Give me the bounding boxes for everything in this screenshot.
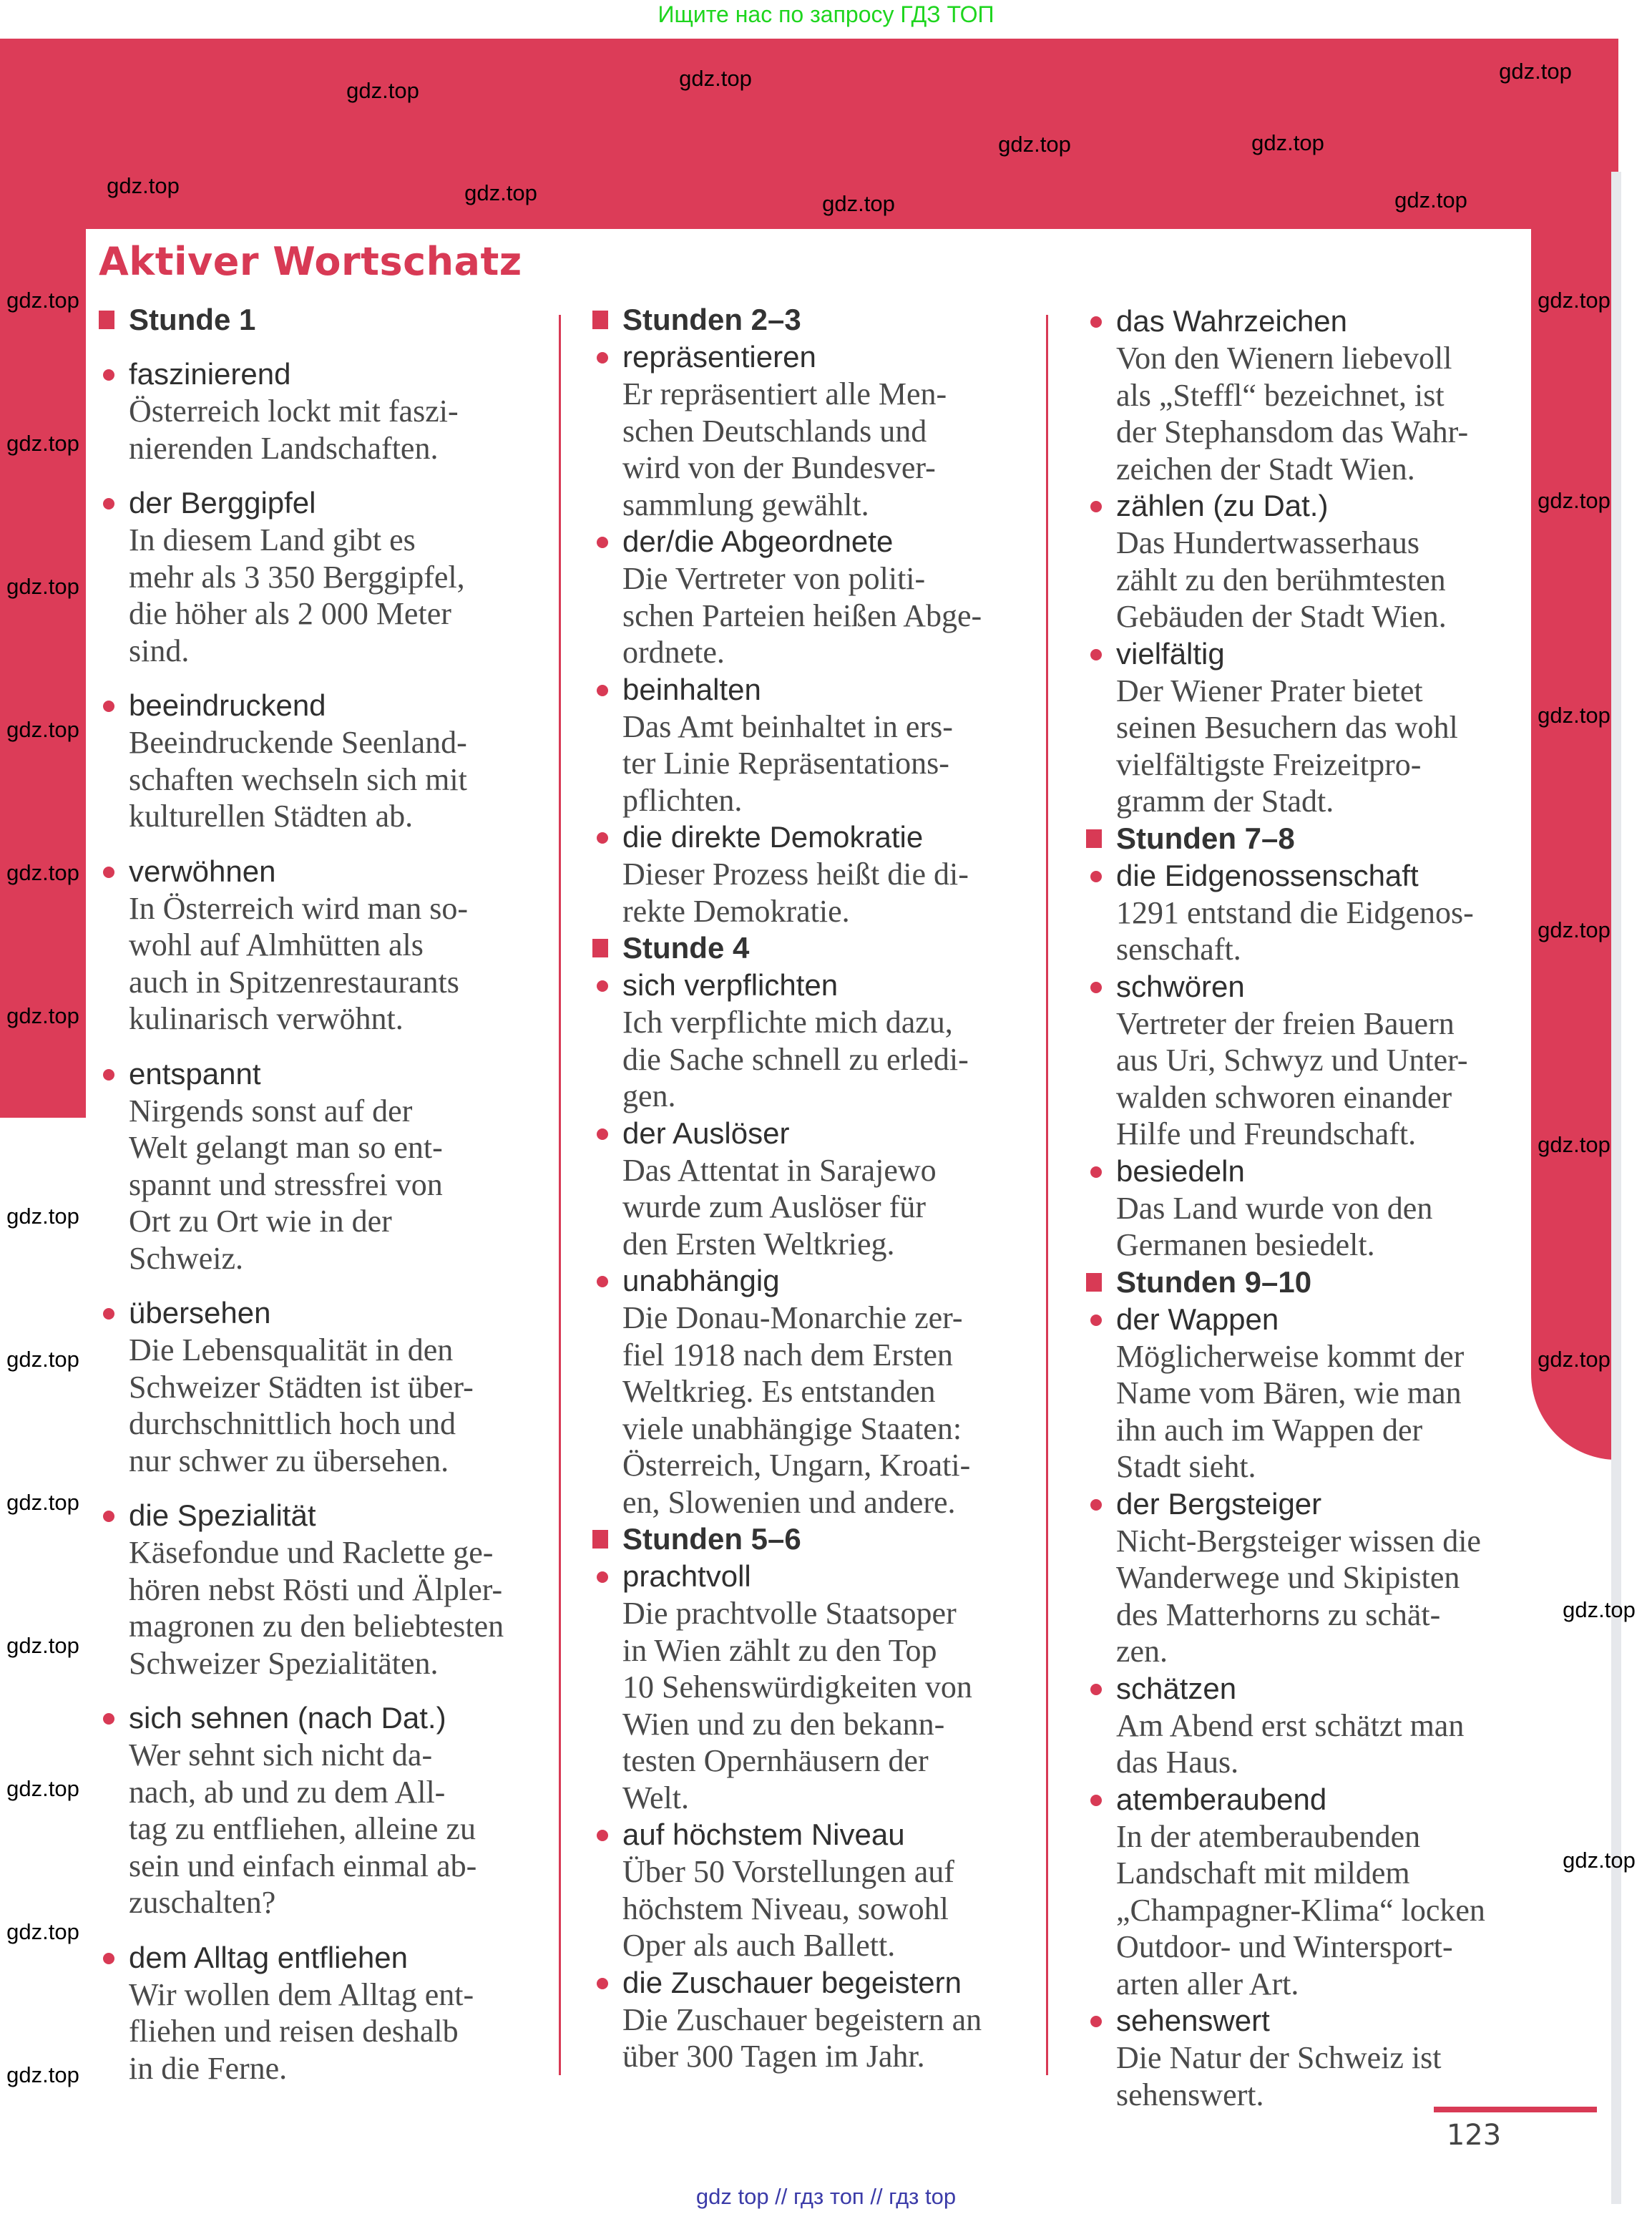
vocab-word [129, 1055, 544, 1093]
example-sentence: Über 50 Vorstellungen auf höchstem Niveau, sowohl Oper als auch Ballett. [622, 1854, 954, 1963]
lesson-heading-text: Stunden 9–10 [1116, 1264, 1312, 1299]
vocab-word-text: auf höchstem Niveau [622, 1818, 905, 1851]
example-sentence: Beeindruckende Seenland- schaften wechseln sich mit kulturellen Städten ab. [129, 725, 467, 834]
vocab-word [129, 356, 544, 393]
vocab-word-text: besiedeln [1116, 1154, 1245, 1188]
vocab-word [622, 1558, 1037, 1595]
vocab-entry [622, 1558, 1037, 1816]
bullet-dot-icon [1090, 501, 1102, 512]
example-sentence: Am Abend erst schätzt man das Haus. [1116, 1707, 1465, 1780]
column-3 [1116, 303, 1531, 2113]
bullet-dot-icon [103, 1069, 114, 1081]
vocab-word [622, 1262, 1037, 1299]
watermark-text: gdz.top [1394, 187, 1467, 213]
lesson-heading-text: Stunden 2–3 [622, 303, 801, 336]
square-bullet-icon [592, 939, 608, 957]
example-sentence: Die prachtvolle Staatsoper in Wien zählt zu den Top 10 Sehenswürdigkeiten von Wien und zu den bekann- testen Opernhäusern der Welt. [622, 1596, 972, 1815]
vocab-word [129, 1699, 544, 1737]
bullet-dot-icon [597, 1128, 608, 1140]
vocab-word-text: schätzen [1116, 1671, 1237, 1705]
vocab-word [129, 687, 544, 724]
vocab-entry [129, 1939, 544, 2087]
vocab-entry [622, 1115, 1037, 1263]
example-sentence: Er repräsentiert alle Men- schen Deutschlands und wird von der Bundesver- sammlung gewählt. [622, 376, 947, 522]
watermark-text: gdz.top [1538, 1347, 1611, 1372]
watermark-text: gdz.top [1251, 130, 1324, 155]
bullet-dot-icon [103, 867, 114, 878]
watermark-text: gdz.top [6, 1490, 79, 1515]
vocab-word [622, 1964, 1037, 2001]
example-sentence: Der Wiener Prater bietet seinen Besuchern das wohl vielfältigste Freizeitpro- gramm der Stadt. [1116, 673, 1458, 819]
example-sentence: Möglicherweise kommt der Name vom Bären, wie man ihn auch im Wappen der Stadt sieht. [1116, 1338, 1465, 1484]
vocab-entry [129, 1699, 544, 1921]
bullet-dot-icon [1090, 1684, 1102, 1695]
example-sentence: Dieser Prozess heißt die di- rekte Demokratie. [622, 857, 969, 929]
example-sentence: Nicht-Bergsteiger wissen die Wanderwege und Skipisten des Matterhorns zu schät- zen. [1116, 1523, 1481, 1669]
red-header-band [0, 39, 1618, 232]
vocab-word [129, 1497, 544, 1534]
watermark-text: gdz.top [6, 1633, 79, 1658]
vocab-entry [129, 1497, 544, 1682]
watermark-text: gdz.top [1538, 288, 1611, 313]
example-sentence: Ich verpflichte mich dazu, die Sache schnell zu erledi- gen. [622, 1005, 969, 1113]
footer-links: gdz top // гдз топ // гдз top [695, 2184, 957, 2209]
red-right-band [1531, 215, 1618, 1460]
vocab-word [1116, 1670, 1531, 1707]
vocab-entry [129, 1294, 544, 1479]
vocab-entry [622, 671, 1037, 819]
bullet-dot-icon [1090, 982, 1102, 993]
vocab-word [1116, 1153, 1531, 1190]
vocab-entry [1116, 1781, 1531, 2003]
vocab-entry [1116, 1301, 1531, 1486]
watermark-text: gdz.top [6, 1204, 79, 1229]
watermark-text: gdz.top [1538, 703, 1611, 728]
vocab-word [622, 819, 1037, 856]
vocab-word [129, 484, 544, 522]
square-bullet-icon [99, 311, 114, 329]
vocab-entry [1116, 1486, 1531, 1670]
bullet-dot-icon [597, 980, 608, 992]
vocab-entry [129, 687, 544, 835]
watermark-text: gdz.top [6, 1919, 79, 1944]
watermark-text: gdz.top [998, 132, 1071, 157]
vocab-word [1116, 1486, 1531, 1523]
lesson-heading [592, 1521, 1037, 1558]
vocab-word-text: beinhalten [622, 672, 761, 706]
watermark-text: gdz.top [6, 288, 79, 313]
bullet-dot-icon [597, 1978, 608, 1989]
vocab-entry [622, 523, 1037, 671]
vocab-word-text: verwöhnen [129, 854, 276, 888]
bullet-dot-icon [1090, 1166, 1102, 1178]
watermark-text: gdz.top [1538, 917, 1611, 942]
vocab-word-text: sich sehnen (nach Dat.) [129, 1701, 446, 1735]
watermark-text: gdz.top [1563, 1597, 1636, 1622]
vocab-word-text: sich verpflichten [622, 968, 839, 1002]
vocab-word-text: die Spezialität [129, 1498, 316, 1532]
bullet-dot-icon [597, 537, 608, 548]
vocab-word-text: unabhängig [622, 1264, 780, 1297]
bullet-dot-icon [597, 1276, 608, 1287]
bullet-dot-icon [1090, 316, 1102, 328]
watermark-text: gdz.top [107, 173, 180, 198]
bullet-dot-icon [1090, 871, 1102, 882]
page-edge [1611, 172, 1621, 2204]
column-divider [559, 315, 561, 2075]
vocab-word-text: atemberaubend [1116, 1782, 1327, 1816]
example-sentence: Das Land wurde von den Germanen besiedelt. [1116, 1190, 1433, 1262]
vocab-word [622, 1115, 1037, 1152]
vocab-word-text: übersehen [129, 1296, 271, 1330]
vocab-word-text: schwören [1116, 969, 1245, 1003]
example-sentence: Die Vertreter von politi- schen Parteien heißen Abge- ordnete. [622, 561, 982, 670]
vocab-word [622, 967, 1037, 1004]
vocab-word [622, 671, 1037, 708]
vocab-word-text: der Auslöser [622, 1116, 790, 1150]
vocab-word [1116, 635, 1531, 673]
square-bullet-icon [592, 1530, 608, 1549]
example-sentence: Das Hundertwasserhaus zählt zu den berühmtesten Gebäuden der Stadt Wien. [1116, 525, 1447, 634]
search-banner: Ищите нас по запросу ГДЗ ТОП [658, 1, 994, 27]
vocab-word-text: beeindruckend [129, 688, 326, 722]
bullet-dot-icon [103, 1953, 114, 1964]
vocab-word [129, 1939, 544, 1976]
example-sentence: Das Amt beinhaltet in ers- ter Linie Repräsentations- pflichten. [622, 708, 953, 818]
bullet-dot-icon [103, 1511, 114, 1522]
vocab-word-text: der Wappen [1116, 1302, 1279, 1336]
column-1 [129, 301, 544, 2105]
example-sentence: In Österreich wird man so- wohl auf Almhütten als auch in Spitzenrestaurants kulinarisch verwöhnt. [129, 890, 469, 1036]
vocab-entry [622, 1816, 1037, 1964]
bullet-dot-icon [103, 701, 114, 712]
page-number-rule [1434, 2107, 1597, 2112]
example-sentence: Österreich lockt mit faszi- nierenden Landschaften. [129, 394, 459, 466]
page-number: 123 [1446, 2119, 1502, 2152]
lesson-heading-text: Stunden 5–6 [622, 1522, 801, 1556]
vocab-word-text: zählen (zu Dat.) [1116, 489, 1329, 522]
lesson-heading [592, 930, 1037, 967]
vocab-entry [129, 484, 544, 669]
vocab-entry [129, 853, 544, 1038]
lesson-heading [99, 301, 544, 338]
vocab-word-text: sehenswert [1116, 2004, 1270, 2037]
watermark-text: gdz.top [679, 66, 752, 91]
page-title: Aktiver Wortschatz [99, 239, 522, 284]
vocab-word-text: der Bergsteiger [1116, 1486, 1322, 1521]
vocab-entry [129, 1055, 544, 1277]
example-sentence: Von den Wienern liebevoll als „Steffl“ bezeichnet, ist der Stephansdom das Wahr- zeichen der Stadt Wien. [1116, 341, 1469, 487]
watermark-text: gdz.top [6, 574, 79, 599]
column-divider [1046, 315, 1048, 2075]
vocab-entry [1116, 1153, 1531, 1264]
example-sentence: 1291 entstand die Eidgenos- senschaft. [1116, 894, 1474, 967]
vocab-word-text: das Wahrzeichen [1116, 304, 1347, 338]
vocab-word-text: die Eidgenossenschaft [1116, 858, 1419, 892]
watermark-text: gdz.top [6, 431, 79, 456]
bullet-dot-icon [1090, 1315, 1102, 1326]
vocab-word-text: vielfältig [1116, 636, 1225, 670]
watermark-text: gdz.top [1538, 1132, 1611, 1157]
example-sentence: In der atemberaubenden Landschaft mit mildem „Champagner-Klima“ locken Outdoor- und Wintersport- arten aller Art. [1116, 1818, 1485, 2001]
example-sentence: Das Attentat in Sarajewo wurde zum Auslöser für den Ersten Weltkrieg. [622, 1152, 937, 1262]
vocab-word [1116, 303, 1531, 340]
bullet-dot-icon [103, 1713, 114, 1725]
vocab-entry [622, 1262, 1037, 1521]
vocab-word-text: repräsentieren [622, 340, 816, 374]
vocab-entry [622, 819, 1037, 930]
vocab-word [1116, 857, 1531, 894]
vocab-entry [1116, 635, 1531, 820]
lesson-heading [1086, 1264, 1531, 1301]
vocab-entry [622, 967, 1037, 1115]
square-bullet-icon [1086, 829, 1102, 848]
vocab-word [1116, 1301, 1531, 1338]
example-sentence: Die Donau-Monarchie zer- fiel 1918 nach dem Ersten Weltkrieg. Es entstanden viele unabhängige Staaten: Österreich, Ungarn, Kroati- en, Slowenien und andere. [622, 1300, 971, 1520]
watermark-text: gdz.top [6, 717, 79, 742]
lesson-heading-text: Stunde 1 [129, 303, 256, 336]
vocab-word [1116, 1781, 1531, 1818]
vocab-word-text: die direkte Demokratie [622, 820, 924, 854]
lesson-heading-text: Stunden 7–8 [1116, 821, 1295, 855]
square-bullet-icon [592, 311, 608, 329]
bullet-dot-icon [103, 498, 114, 509]
example-sentence: Vertreter der freien Bauern aus Uri, Schwyz und Unter- walden schworen einander Hilfe und Freundschaft. [1116, 1005, 1468, 1151]
lesson-heading-text: Stunde 4 [622, 931, 750, 965]
watermark-text: gdz.top [6, 1003, 79, 1028]
vocab-entry [1116, 1670, 1531, 1781]
watermark-text: gdz.top [1538, 488, 1611, 513]
vocab-word [129, 1294, 544, 1332]
bullet-dot-icon [1090, 2016, 1102, 2027]
square-bullet-icon [1086, 1273, 1102, 1292]
vocab-word [622, 523, 1037, 560]
vocab-entry [1116, 968, 1531, 1153]
example-sentence: Wir wollen dem Alltag ent- fliehen und reisen deshalb in die Ferne. [129, 1976, 474, 2086]
watermark-text: gdz.top [6, 860, 79, 885]
bullet-dot-icon [103, 369, 114, 381]
vocab-word [1116, 968, 1531, 1005]
watermark-text: gdz.top [6, 1347, 79, 1372]
bullet-dot-icon [597, 1830, 608, 1841]
vocab-word [129, 853, 544, 890]
bullet-dot-icon [1090, 649, 1102, 660]
vocab-word [1116, 2002, 1531, 2039]
example-sentence: Nirgends sonst auf der Welt gelangt man so ent- spannt und stressfrei von Ort zu Ort wie in der Schweiz. [129, 1093, 443, 1276]
vocab-entry [622, 1964, 1037, 2075]
example-sentence: Wer sehnt sich nicht da- nach, ab und zu dem All- tag zu entfliehen, alleine zu sein und einfach einmal ab- zuschalten? [129, 1737, 477, 1920]
vocab-word-text: dem Alltag entfliehen [129, 1940, 408, 1974]
vocab-word [1116, 487, 1531, 525]
vocab-entry [622, 338, 1037, 523]
vocab-entry [1116, 303, 1531, 487]
bullet-dot-icon [597, 1571, 608, 1583]
vocab-entry [1116, 2002, 1531, 2113]
vocab-word-text: die Zuschauer begeistern [622, 1965, 962, 1999]
watermark-text: gdz.top [6, 1776, 79, 1801]
bullet-dot-icon [1090, 1795, 1102, 1806]
example-sentence: Käsefondue und Raclette ge- hören nebst Rösti und Älpler- magronen zu den beliebtesten Schweizer Spezialitäten. [129, 1535, 504, 1681]
column-2 [622, 301, 1037, 2075]
vocab-entry [1116, 857, 1531, 968]
lesson-heading [592, 301, 1037, 338]
vocab-word-text: entspannt [129, 1056, 261, 1091]
bullet-dot-icon [103, 1308, 114, 1320]
vocab-word-text: der Berggipfel [129, 486, 316, 520]
vocab-word-text: prachtvoll [622, 1559, 751, 1593]
watermark-text: gdz.top [346, 78, 419, 103]
watermark-text: gdz.top [1563, 1848, 1636, 1873]
watermark-text: gdz.top [464, 180, 537, 205]
watermark-text: gdz.top [822, 191, 895, 216]
example-sentence: Die Zuschauer begeistern an über 300 Tagen im Jahr. [622, 2001, 982, 2074]
vocab-word-text: faszinierend [129, 357, 291, 391]
example-sentence: In diesem Land gibt es mehr als 3 350 Berggipfel, die höher als 2 000 Meter sind. [129, 522, 465, 668]
bullet-dot-icon [1090, 1499, 1102, 1511]
example-sentence: Die Natur der Schweiz ist sehenswert. [1116, 2040, 1442, 2112]
watermark-text: gdz.top [1499, 59, 1572, 84]
vocab-word [622, 1816, 1037, 1853]
vocab-word-text: der/die Abgeordnete [622, 525, 894, 558]
watermark-text: gdz.top [6, 2062, 79, 2087]
vocab-entry [1116, 487, 1531, 635]
bullet-dot-icon [597, 352, 608, 364]
example-sentence: Die Lebensqualität in den Schweizer Städten ist über- durchschnittlich hoch und nur schwer zu übersehen. [129, 1332, 474, 1478]
vocab-word [622, 338, 1037, 376]
lesson-heading [1086, 820, 1531, 857]
bullet-dot-icon [597, 685, 608, 696]
bullet-dot-icon [597, 832, 608, 844]
vocab-entry [129, 356, 544, 467]
